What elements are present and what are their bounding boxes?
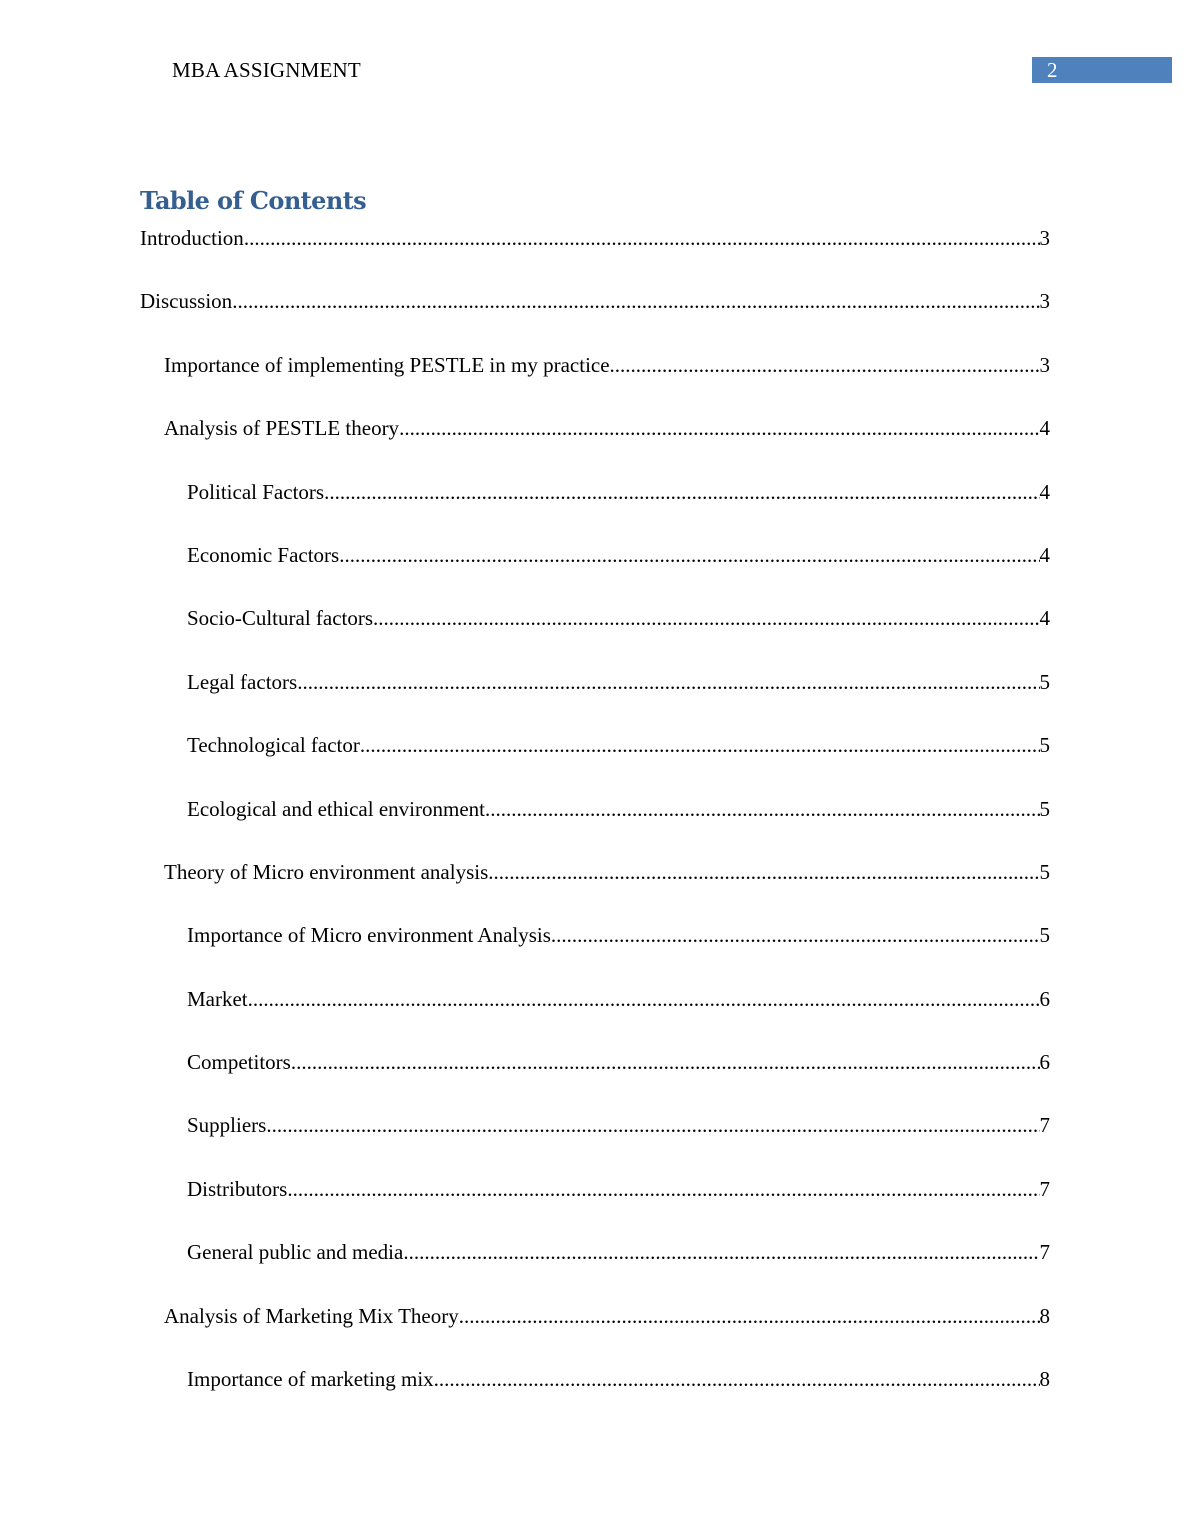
toc-entry[interactable] [140,415,1050,478]
toc-dot-leader [339,542,1039,568]
toc-dot-leader [287,1176,1039,1202]
toc-entry[interactable] [140,796,1050,859]
toc-entry-page: 4 [1039,479,1050,504]
toc-entry-label: Competitors [187,1050,291,1075]
toc-entry-page: 3 [1039,226,1050,250]
toc-entry[interactable] [140,288,1050,351]
toc-entry-page: 6 [1039,1050,1050,1075]
toc-entry-label: Market [187,986,248,1011]
toc-dot-leader [291,1049,1040,1075]
toc-entry-page: 5 [1039,796,1050,821]
toc-dot-leader [373,605,1039,631]
toc-entry-page: 7 [1039,1113,1050,1138]
toc-entry[interactable] [140,732,1050,795]
toc-entry-label: Importance of marketing mix [187,1367,434,1392]
toc-entry-label: Socio-Cultural factors [187,606,374,631]
toc-entry-label: General public and media [187,1240,404,1265]
toc-entry[interactable] [140,352,1050,415]
toc-entry-label: Importance of implementing PESTLE in my practice [164,352,610,377]
toc-dot-leader [248,986,1040,1012]
toc-dot-leader [399,415,1039,441]
toc-dot-leader [551,922,1040,948]
toc-dot-leader [488,859,1039,885]
toc-entry[interactable] [140,542,1050,605]
toc-dot-leader [434,1366,1040,1392]
toc-entry[interactable] [140,669,1050,732]
toc-entry-page: 7 [1039,1240,1050,1265]
toc-entry[interactable] [140,986,1050,1049]
toc-entry[interactable] [140,1176,1050,1239]
toc-entry-label: Analysis of Marketing Mix Theory [164,1303,459,1328]
toc-entry-page: 8 [1039,1367,1050,1392]
toc-dot-leader [360,732,1040,758]
toc-entry-page: 3 [1039,289,1050,314]
toc-entry-page: 4 [1039,416,1050,441]
toc-entry[interactable] [140,1049,1050,1112]
toc-dot-leader [485,796,1040,822]
toc-entry[interactable] [140,605,1050,668]
toc-entry-page: 7 [1039,1176,1050,1201]
toc-entry-label: Legal factors [187,669,298,694]
toc-entry-page: 4 [1039,606,1050,631]
toc-entry-page: 3 [1039,352,1050,377]
toc-dot-leader [297,669,1039,695]
toc-entry-page: 4 [1039,542,1050,567]
toc-entry[interactable] [140,225,1050,288]
page-number: 2 [1047,58,1058,82]
toc-entry-label: Theory of Micro environment analysis [164,859,489,884]
toc-dot-leader [232,288,1039,314]
toc-entry-label: Political Factors [187,479,325,504]
toc-entry-page: 5 [1039,859,1050,884]
toc-entry-page: 8 [1039,1303,1050,1328]
toc-dot-leader [244,225,1040,251]
toc-entry[interactable] [140,1303,1050,1366]
header-title: MBA ASSIGNMENT [172,58,361,82]
toc-entry[interactable] [140,479,1050,542]
toc-dot-leader [324,479,1039,505]
toc-entry[interactable] [140,922,1050,985]
toc-dot-leader [610,352,1040,378]
toc-dot-leader [403,1239,1039,1265]
toc-entry-label: Introduction [140,226,244,250]
toc-entry-label: Economic Factors [187,542,340,567]
toc-dot-leader [459,1303,1040,1329]
toc-entry-label: Ecological and ethical environment [187,796,485,821]
toc-dot-leader [266,1112,1039,1138]
toc-entry-label: Discussion [140,289,233,314]
toc-entry-page: 6 [1039,986,1050,1011]
page-number-badge [1032,57,1172,83]
toc-entry-page: 5 [1039,669,1050,694]
toc-heading: Table of Contents [140,186,367,215]
toc-entry-label: Suppliers [187,1113,267,1138]
toc-entry-label: Technological factor [187,733,360,758]
toc-entry-page: 5 [1039,733,1050,758]
toc-entry-label: Analysis of PESTLE theory [164,416,400,441]
toc-entry[interactable] [140,1366,1050,1429]
toc-entry[interactable] [140,859,1050,922]
toc-entry[interactable] [140,1239,1050,1302]
toc-entry-label: Importance of Micro environment Analysis [187,923,551,948]
toc-entry-page: 5 [1039,923,1050,948]
toc-entry-label: Distributors [187,1176,288,1201]
toc-entry[interactable] [140,1112,1050,1175]
toc-list [140,225,1050,1429]
